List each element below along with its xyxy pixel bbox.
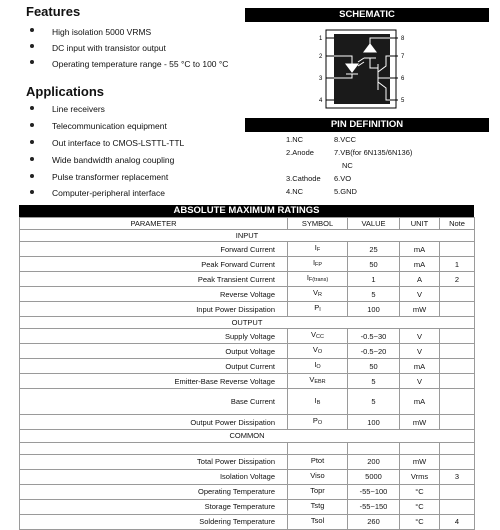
value-cell: 260	[348, 514, 400, 529]
symbol-subscript: F(trans)	[308, 277, 329, 284]
note-cell	[440, 287, 475, 302]
pin-right: 7.VB(for 6N135/6N136)	[334, 148, 413, 157]
table-row	[20, 484, 475, 499]
value-cell: 100	[348, 415, 400, 430]
value-cell: 5000	[348, 469, 400, 484]
pin-label: 2	[319, 54, 323, 60]
symbol-subscript: O	[317, 349, 323, 356]
parameter-cell: Output Power Dissipation	[20, 415, 288, 430]
symbol-subscript: FP	[315, 262, 323, 269]
unit-cell: mA	[400, 242, 440, 257]
table-row	[20, 242, 475, 257]
value-cell: 50	[348, 257, 400, 272]
note-cell: 4	[440, 514, 475, 529]
table-row	[20, 359, 475, 374]
unit-cell: Vrms	[400, 469, 440, 484]
note-cell	[440, 242, 475, 257]
symbol-subscript: F	[316, 247, 321, 254]
col-header-value: VALUE	[348, 218, 400, 230]
section-label: OUTPUT	[20, 317, 475, 329]
symbol-cell	[288, 454, 348, 469]
table-row	[20, 272, 475, 287]
table-row	[20, 469, 475, 484]
applications-item: Line receivers	[30, 102, 230, 119]
value-cell	[348, 442, 400, 454]
symbol-cell	[288, 484, 348, 499]
symbol-text: Viso	[310, 470, 325, 480]
value-cell: 1	[348, 272, 400, 287]
applications-title: Applications	[26, 84, 105, 99]
unit-cell: V	[400, 374, 440, 389]
symbol-cell	[288, 257, 348, 272]
note-cell	[440, 374, 475, 389]
unit-cell: V	[400, 287, 440, 302]
value-cell: 5	[348, 389, 400, 415]
ratings-table	[19, 217, 475, 530]
features-title: Features	[26, 4, 81, 19]
table-row	[20, 374, 475, 389]
value-cell: -0.5~30	[348, 329, 400, 344]
parameter-cell: Operating Temperature	[20, 484, 288, 499]
parameter-cell: Peak Forward Current	[20, 257, 288, 272]
parameter-cell: Supply Voltage	[20, 329, 288, 344]
parameter-cell: Forward Current	[20, 242, 288, 257]
unit-cell: V	[400, 344, 440, 359]
symbol-text: Tsol	[310, 515, 325, 525]
symbol-text: P	[312, 416, 318, 426]
symbol-text: I	[314, 243, 317, 253]
pin-label: 4	[319, 98, 323, 104]
col-header-unit: UNIT	[400, 218, 440, 230]
note-cell	[440, 389, 475, 415]
symbol-text: V	[311, 330, 317, 340]
symbol-subscript: R	[318, 292, 322, 299]
applications-item: Wide bandwidth analog coupling	[30, 153, 230, 170]
col-header-parameter: PARAMETER	[20, 218, 288, 230]
symbol-subscript: CC	[316, 334, 324, 341]
unit-cell: V	[400, 329, 440, 344]
applications-item: Telecommunication equipment	[30, 119, 230, 136]
col-header-note: Note	[440, 218, 475, 230]
pin-right: 5.GND	[334, 187, 357, 196]
symbol-text: P	[314, 303, 320, 313]
symbol-text: V	[309, 375, 315, 385]
value-cell: -55~150	[348, 499, 400, 514]
symbol-text: Tstg	[310, 500, 325, 510]
value-cell: -0.5~20	[348, 344, 400, 359]
symbol-cell	[288, 442, 348, 454]
symbol-cell	[288, 499, 348, 514]
note-cell	[440, 359, 475, 374]
unit-cell: °C	[400, 514, 440, 529]
section-row	[20, 430, 475, 442]
parameter-cell: Isolation Voltage	[20, 469, 288, 484]
symbol-cell	[288, 389, 348, 415]
note-cell	[440, 499, 475, 514]
parameter-cell: Peak Transient Current	[20, 272, 288, 287]
schematic-header: SCHEMATIC	[245, 8, 489, 22]
symbol-text: Ptot	[310, 455, 325, 465]
pin-label: 3	[319, 76, 323, 82]
table-header-row	[20, 218, 475, 230]
symbol-text: I	[312, 258, 316, 268]
table-row	[20, 389, 475, 415]
symbol-cell	[288, 469, 348, 484]
parameter-cell: Output Current	[20, 359, 288, 374]
parameter-cell: Output Voltage	[20, 344, 288, 359]
note-cell	[440, 442, 475, 454]
applications-item: Pulse transformer replacement	[30, 170, 230, 187]
table-row	[20, 415, 475, 430]
symbol-cell	[288, 344, 348, 359]
note-cell	[440, 344, 475, 359]
value-cell: 25	[348, 242, 400, 257]
parameter-cell: Total Power Dissipation	[20, 454, 288, 469]
note-cell	[440, 302, 475, 317]
note-cell	[440, 329, 475, 344]
symbol-subscript: B	[316, 399, 321, 406]
symbol-cell	[288, 329, 348, 344]
pin-left: 3.Cathode	[286, 174, 321, 183]
symbol-subscript: O	[316, 364, 321, 371]
symbol-cell	[288, 359, 348, 374]
pin-label: 1	[319, 36, 323, 42]
pin-left: 4.NC	[286, 187, 304, 196]
section-label: COMMON	[20, 430, 475, 442]
pin-definition-header: PIN DEFINITION	[245, 118, 489, 132]
applications-item: Computer-peripheral interface	[30, 186, 230, 203]
parameter-cell: Storage Temperature	[20, 499, 288, 514]
section-row	[20, 230, 475, 242]
table-row	[20, 329, 475, 344]
note-cell: 3	[440, 469, 475, 484]
features-item: Operating temperature range - 55 °C to 100 °C	[30, 56, 230, 86]
col-header-symbol: SYMBOL	[288, 218, 348, 230]
symbol-subscript: EBR	[314, 379, 326, 386]
unit-cell: mW	[400, 415, 440, 430]
symbol-cell	[288, 302, 348, 317]
pin-right: 6.VO	[334, 174, 352, 183]
symbol-text: V	[312, 345, 318, 355]
features-list	[30, 24, 230, 86]
symbol-cell	[288, 272, 348, 287]
pin-label: 8	[401, 36, 405, 42]
pin-label: 5	[401, 98, 405, 104]
table-row	[20, 514, 475, 529]
value-cell: 200	[348, 454, 400, 469]
table-row	[20, 287, 475, 302]
unit-cell: °C	[400, 499, 440, 514]
value-cell: 5	[348, 287, 400, 302]
note-cell	[440, 454, 475, 469]
amr-header: ABSOLUTE MAXIMUM RATINGS	[19, 205, 474, 217]
table-row	[20, 257, 475, 272]
unit-cell: mW	[400, 454, 440, 469]
value-cell: 50	[348, 359, 400, 374]
unit-cell: mW	[400, 302, 440, 317]
section-label: INPUT	[20, 230, 475, 242]
table-row	[20, 344, 475, 359]
symbol-text: I	[306, 273, 309, 283]
pin-right: 8.VCC	[334, 135, 357, 144]
parameter-cell: Reverse Voltage	[20, 287, 288, 302]
parameter-cell	[20, 442, 288, 454]
value-cell: 100	[348, 302, 400, 317]
symbol-text: I	[314, 360, 317, 370]
unit-cell: mA	[400, 389, 440, 415]
unit-cell: °C	[400, 484, 440, 499]
value-cell: 5	[348, 374, 400, 389]
applications-list	[30, 102, 230, 203]
pin-label: 6	[401, 76, 405, 82]
parameter-cell: Emitter-Base Reverse Voltage	[20, 374, 288, 389]
symbol-text: I	[314, 395, 317, 405]
unit-cell: mA	[400, 359, 440, 374]
note-cell	[440, 484, 475, 499]
symbol-cell	[288, 415, 348, 430]
parameter-cell: Input Power Dissipation	[20, 302, 288, 317]
pin-right: NC	[342, 161, 353, 170]
symbol-subscript: O	[317, 420, 323, 427]
unit-cell: A	[400, 272, 440, 287]
table-row	[20, 454, 475, 469]
note-cell	[440, 415, 475, 430]
symbol-cell	[288, 287, 348, 302]
symbol-text: V	[313, 288, 319, 298]
unit-cell	[400, 442, 440, 454]
note-cell: 1	[440, 257, 475, 272]
pin-left: 1.NC	[286, 135, 304, 144]
note-cell: 2	[440, 272, 475, 287]
table-row	[20, 442, 475, 454]
parameter-cell: Base Current	[20, 389, 288, 415]
value-cell: -55~100	[348, 484, 400, 499]
symbol-subscript: I	[319, 307, 321, 314]
symbol-cell	[288, 242, 348, 257]
features-item: DC input with transistor output	[30, 40, 230, 56]
pin-label: 7	[401, 54, 405, 60]
applications-item: Out interface to CMOS-LSTTL-TTL	[30, 136, 230, 153]
features-item: High isolation 5000 VRMS	[30, 24, 230, 40]
parameter-cell: Soldering Temperature	[20, 514, 288, 529]
unit-cell: mA	[400, 257, 440, 272]
table-row	[20, 302, 475, 317]
symbol-cell	[288, 374, 348, 389]
symbol-cell	[288, 514, 348, 529]
table-row	[20, 499, 475, 514]
pin-left: 2.Anode	[286, 148, 314, 157]
schematic-diagram	[318, 28, 408, 110]
symbol-text: Topr	[310, 485, 325, 495]
section-row	[20, 317, 475, 329]
